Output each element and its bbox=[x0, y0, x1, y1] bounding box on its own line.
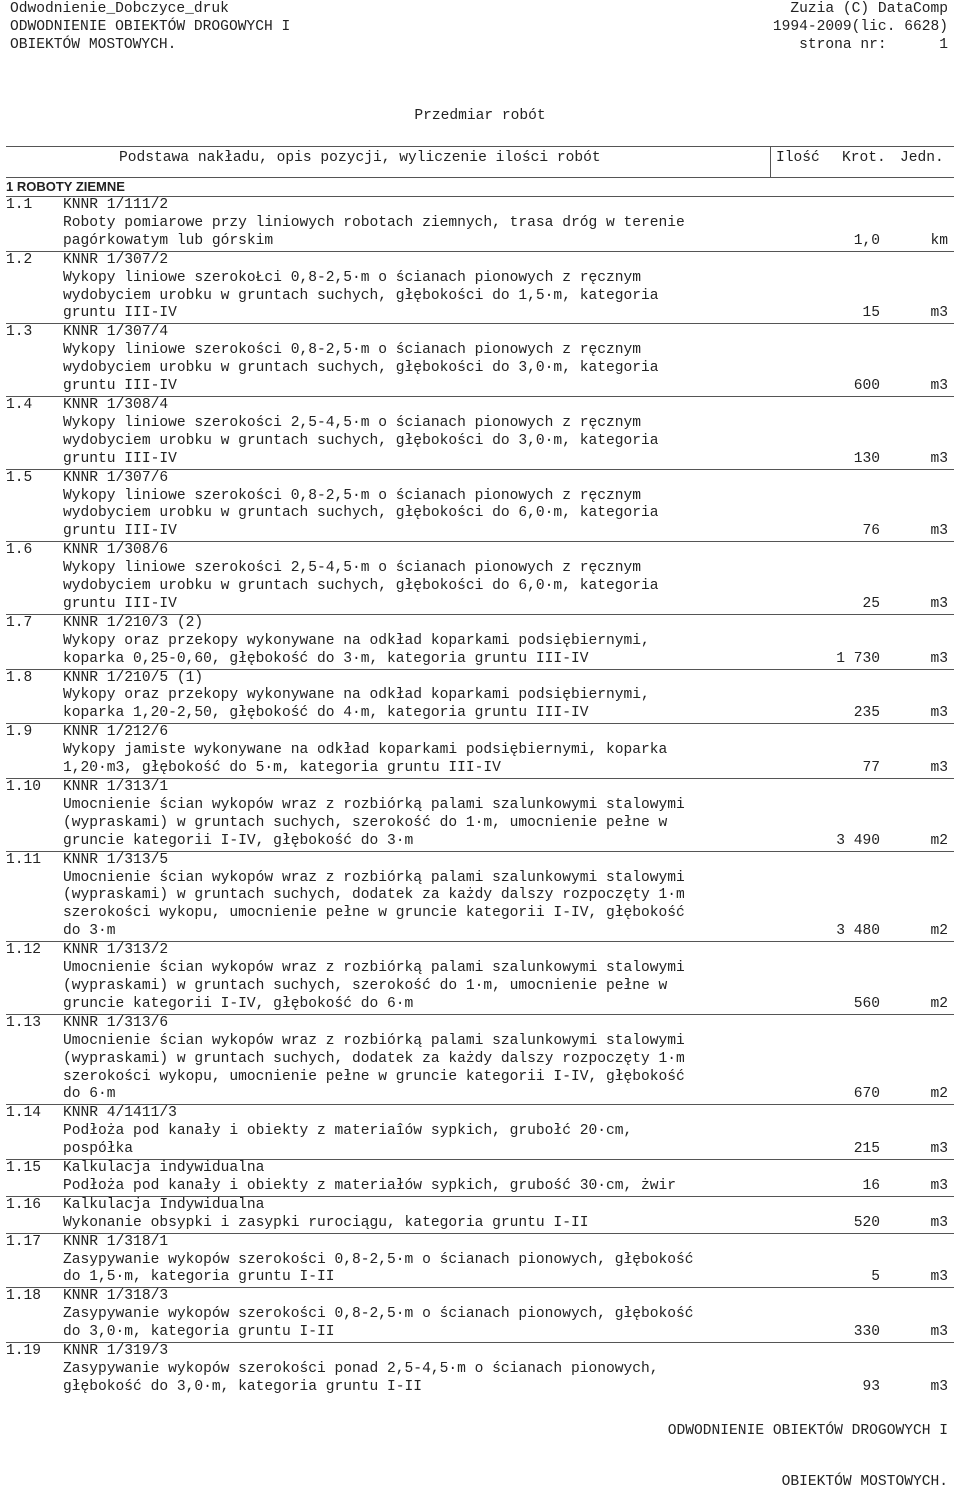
header-row-3 bbox=[10, 36, 948, 54]
item-number: 1.2 bbox=[6, 251, 33, 268]
header-row-2 bbox=[10, 18, 948, 36]
item-number: 1.17 bbox=[6, 1233, 42, 1250]
item-code: KNNR 4/1411/3 bbox=[63, 1105, 177, 1122]
item-header bbox=[6, 1288, 954, 1306]
table-row bbox=[6, 541, 954, 614]
item-header bbox=[6, 197, 954, 215]
item-last-line bbox=[6, 305, 954, 323]
col-description-header: Podstawa nakładu, opis pozycji, wyliczenie ilości robót bbox=[119, 150, 601, 166]
item-header bbox=[6, 324, 954, 342]
item-quantity: 15 bbox=[862, 305, 880, 322]
document-title: Przedmiar robót bbox=[414, 108, 546, 124]
item-description-line: Umocnienie ścian wykopów wraz z rozbiórką palami szalunkowymi stalowymi bbox=[63, 1032, 685, 1049]
col-divider bbox=[770, 147, 771, 177]
item-description-line: Wykopy liniowe szerokości 2,5-4,5·m o ścianach pionowych z ręcznym bbox=[63, 414, 642, 431]
item-number: 1.18 bbox=[6, 1288, 42, 1305]
item-last-line bbox=[6, 996, 954, 1014]
item-unit: m3 bbox=[930, 305, 948, 322]
item-code: KNNR 1/210/5 (1) bbox=[63, 669, 204, 686]
file-name: Odwodnienie_Dobczyce_druk bbox=[10, 1, 229, 17]
item-number: 1.5 bbox=[6, 469, 33, 486]
page-label: strona nr: bbox=[799, 37, 887, 53]
item-code: KNNR 1/319/3 bbox=[63, 1343, 169, 1360]
item-last-line bbox=[6, 923, 954, 941]
item-code: KNNR 1/111/2 bbox=[63, 197, 169, 213]
footer-line2: OBIEKTÓW MOSTOWYCH. bbox=[781, 1474, 948, 1490]
item-unit: m3 bbox=[930, 378, 948, 395]
item-description-line: Wykonanie obsypki i zasypki rurociągu, kategoria gruntu I-II bbox=[63, 1214, 589, 1231]
item-description-line: gruncie kategorii I-IV, głębokość do 6·m bbox=[63, 995, 414, 1012]
page-header bbox=[10, 0, 948, 54]
table-row bbox=[6, 1287, 954, 1342]
item-number: 1.10 bbox=[6, 779, 42, 795]
item-description-line: Wykopy liniowe szerokości 0,8-2,5·m o ścianach pionowych z ręcznym bbox=[63, 342, 642, 359]
item-code: KNNR 1/307/4 bbox=[63, 324, 169, 341]
item-number: 1.3 bbox=[6, 324, 33, 341]
table-row bbox=[6, 323, 954, 396]
item-number: 1.12 bbox=[6, 942, 42, 959]
item-header bbox=[6, 779, 954, 797]
item-description-line: (wypraskami) w gruntach suchych, szerokość do 1·m, umocnienie pełne w bbox=[63, 814, 668, 831]
item-quantity: 330 bbox=[853, 1324, 880, 1341]
item-code: KNNR 1/313/2 bbox=[63, 942, 169, 959]
item-code: KNNR 1/313/5 bbox=[63, 851, 169, 868]
item-description-line: pospółka bbox=[63, 1141, 134, 1158]
item-last-line bbox=[6, 596, 954, 614]
item-description-line: do 1,5·m, kategoria gruntu I-II bbox=[63, 1269, 335, 1286]
table-header bbox=[6, 147, 954, 178]
page-number: 1 bbox=[939, 37, 948, 53]
page-indicator bbox=[799, 36, 948, 54]
item-description-line: Umocnienie ścian wykopów wraz z rozbiórką palami szalunkowymi stalowymi bbox=[63, 796, 685, 813]
item-last-line bbox=[6, 651, 954, 669]
item-code: KNNR 1/212/6 bbox=[63, 724, 169, 741]
item-code: KNNR 1/313/6 bbox=[63, 1014, 169, 1031]
item-last-line bbox=[6, 378, 954, 396]
item-description-line: wydobyciem urobku w gruntach suchych, głębokości do 6,0·m, kategoria bbox=[63, 578, 659, 595]
item-last-line bbox=[6, 705, 954, 723]
item-unit: km bbox=[930, 232, 948, 249]
item-header bbox=[6, 397, 954, 415]
item-code: Kalkulacja Indywidualna bbox=[63, 1196, 265, 1213]
item-description-line: Wykopy liniowe szerokoŁci 0,8-2,5·m o ścianach pionowych z ręcznym bbox=[63, 269, 642, 286]
item-header bbox=[6, 852, 954, 870]
item-code: KNNR 1/210/3 (2) bbox=[63, 614, 204, 631]
item-description-line: gruntu III-IV bbox=[63, 305, 177, 322]
item-description-line: 1,20·m3, głębokość do 5·m, kategoria gruntu III-IV bbox=[63, 760, 501, 777]
item-description-line: Roboty pomiarowe przy liniowych robotach ziemnych, trasa dróg w terenie bbox=[63, 214, 685, 231]
item-unit: m3 bbox=[930, 760, 948, 777]
item-header bbox=[6, 252, 954, 270]
item-header bbox=[6, 670, 954, 688]
item-description-line: wydobyciem urobku w gruntach suchych, głębokości do 1,5·m, kategoria bbox=[63, 287, 659, 304]
item-quantity: 560 bbox=[853, 995, 880, 1012]
col-quantity-header: Ilość bbox=[776, 150, 820, 166]
item-unit: m3 bbox=[930, 523, 948, 540]
item-header bbox=[6, 542, 954, 560]
item-header bbox=[6, 1015, 954, 1033]
item-last-line bbox=[6, 1215, 954, 1233]
table-row bbox=[6, 723, 954, 778]
item-unit: m3 bbox=[930, 1269, 948, 1286]
item-header bbox=[6, 1160, 954, 1178]
item-code: Kalkulacja indywidualna bbox=[63, 1160, 265, 1177]
table-row bbox=[6, 1196, 954, 1233]
table-row bbox=[6, 669, 954, 724]
item-header bbox=[6, 1197, 954, 1215]
item-last-line bbox=[6, 451, 954, 469]
item-unit: m3 bbox=[930, 1214, 948, 1231]
item-number: 1.15 bbox=[6, 1160, 42, 1177]
item-last-line bbox=[6, 523, 954, 541]
item-header bbox=[6, 1343, 954, 1361]
item-description-line: koparka 0,25-0,60, głębokość do 3·m, kategoria gruntu III-IV bbox=[63, 650, 589, 667]
item-quantity: 215 bbox=[853, 1141, 880, 1158]
item-code: KNNR 1/318/1 bbox=[63, 1233, 169, 1250]
bill-of-quantities-table bbox=[6, 146, 954, 1397]
item-unit: m3 bbox=[930, 1378, 948, 1395]
item-number: 1.7 bbox=[6, 614, 33, 631]
project-title-line2: OBIEKTÓW MOSTOWYCH. bbox=[10, 37, 177, 53]
item-unit: m3 bbox=[930, 1324, 948, 1341]
item-description-line: wydobyciem urobku w gruntach suchych, głębokości do 6,0·m, kategoria bbox=[63, 505, 659, 522]
item-description-line: Wykopy liniowe szerokości 0,8-2,5·m o ścianach pionowych z ręcznym bbox=[63, 487, 642, 504]
item-last-line bbox=[6, 760, 954, 778]
item-unit: m3 bbox=[930, 650, 948, 667]
item-quantity: 16 bbox=[862, 1177, 880, 1194]
item-code: KNNR 1/308/4 bbox=[63, 396, 169, 413]
table-row bbox=[6, 778, 954, 851]
section-heading: 1 ROBOTY ZIEMNE bbox=[6, 179, 125, 194]
item-description-line: Zasypywanie wykopów szerokości 0,8-2,5·m o ścianach pionowych, głębokość bbox=[63, 1306, 694, 1323]
item-number: 1.9 bbox=[6, 724, 33, 741]
item-description-line: wydobyciem urobku w gruntach suchych, głębokości do 3,0·m, kategoria bbox=[63, 360, 659, 377]
table-row bbox=[6, 1104, 954, 1159]
item-description-line: (wypraskami) w gruntach suchych, dodatek za każdy dalszy rozpoczęty 1·m bbox=[63, 887, 685, 904]
item-description-line: szerokości wykopu, umocnienie pełne w gruncie kategorii I-IV, głębokość bbox=[63, 1068, 685, 1085]
item-description-line: pagórkowatym lub górskim bbox=[63, 232, 274, 249]
item-description-line: gruncie kategorii I-IV, głębokość do 3·m bbox=[63, 832, 414, 849]
item-description-line: (wypraskami) w gruntach suchych, dodatek za każdy dalszy rozpoczęty 1·m bbox=[63, 1050, 685, 1067]
item-description-line: Zasypywanie wykopów szerokości 0,8-2,5·m o ścianach pionowych, głębokość bbox=[63, 1251, 694, 1268]
item-unit: m3 bbox=[930, 450, 948, 467]
item-description-line: Zasypywanie wykopów szerokości ponad 2,5-4,5·m o ścianach pionowych, bbox=[63, 1361, 659, 1377]
table-row bbox=[6, 469, 954, 542]
license-info: 1994-2009(lic. 6628) bbox=[772, 19, 948, 35]
item-last-line bbox=[6, 1178, 954, 1196]
item-code: KNNR 1/307/6 bbox=[63, 469, 169, 486]
item-number: 1.1 bbox=[6, 197, 33, 213]
item-code: KNNR 1/307/2 bbox=[63, 251, 169, 268]
item-description-line: do 6·m bbox=[63, 1086, 116, 1103]
item-description-line: Wykopy oraz przekopy wykonywane na odkład koparkami podsiębiernymi, bbox=[63, 632, 650, 649]
item-number: 1.8 bbox=[6, 669, 33, 686]
item-description-line: Wykopy jamiste wykonywane na odkład koparkami podsiębiernymi, koparka bbox=[63, 742, 668, 759]
item-number: 1.19 bbox=[6, 1343, 42, 1360]
item-quantity: 77 bbox=[862, 760, 880, 777]
item-number: 1.6 bbox=[6, 542, 33, 559]
item-quantity: 93 bbox=[862, 1378, 880, 1395]
item-header bbox=[6, 615, 954, 633]
item-quantity: 520 bbox=[853, 1214, 880, 1231]
item-header bbox=[6, 724, 954, 742]
item-description-line: Podłoża pod kanały i obiekty z materiaîów sypkich, grubołć 20·cm, bbox=[63, 1123, 633, 1140]
table-row bbox=[6, 1233, 954, 1288]
table-row bbox=[6, 851, 954, 942]
item-number: 1.16 bbox=[6, 1196, 42, 1213]
col-unit-header: Jedn. bbox=[900, 150, 944, 166]
item-code: KNNR 1/318/3 bbox=[63, 1288, 169, 1305]
item-last-line bbox=[6, 233, 954, 251]
item-code: KNNR 1/313/1 bbox=[63, 779, 169, 795]
item-description-line: do 3·m bbox=[63, 923, 116, 940]
item-number: 1.13 bbox=[6, 1014, 42, 1031]
item-unit: m2 bbox=[930, 1086, 948, 1103]
table-row bbox=[6, 614, 954, 669]
item-description-line: Wykopy liniowe szerokości 2,5-4,5·m o ścianach pionowych z ręcznym bbox=[63, 560, 642, 577]
item-description-line: Wykopy oraz przekopy wykonywane na odkład koparkami podsiębiernymi, bbox=[63, 687, 650, 704]
item-description-line: (wypraskami) w gruntach suchych, szerokość do 1·m, umocnienie pełne w bbox=[63, 977, 668, 994]
item-unit: m3 bbox=[930, 1141, 948, 1158]
table-row bbox=[6, 251, 954, 324]
item-last-line bbox=[6, 1086, 954, 1104]
item-quantity: 3 480 bbox=[836, 923, 880, 940]
item-description-line: szerokości wykopu, umocnienie pełne w gruncie kategorii I-IV, głębokość bbox=[63, 905, 685, 922]
item-header bbox=[6, 942, 954, 960]
item-unit: m2 bbox=[930, 995, 948, 1012]
project-title-line1: ODWODNIENIE OBIEKTÓW DROGOWYCH I bbox=[10, 19, 291, 35]
item-header bbox=[6, 1105, 954, 1123]
item-unit: m2 bbox=[930, 923, 948, 940]
item-last-line bbox=[6, 833, 954, 851]
item-description-line: do 3,0·m, kategoria gruntu I-II bbox=[63, 1324, 335, 1341]
item-quantity: 1,0 bbox=[853, 232, 880, 249]
item-description-line: Umocnienie ścian wykopów wraz z rozbiórką palami szalunkowymi stalowymi bbox=[63, 960, 685, 977]
item-quantity: 3 490 bbox=[836, 832, 880, 849]
table-row bbox=[6, 941, 954, 1014]
item-header bbox=[6, 1234, 954, 1252]
item-quantity: 1 730 bbox=[836, 650, 880, 667]
footer-line1: ODWODNIENIE OBIEKTÓW DROGOWYCH I bbox=[667, 1423, 948, 1439]
software-name: Zuzia (C) DataComp bbox=[790, 1, 948, 17]
item-description-line: gruntu III-IV bbox=[63, 595, 177, 612]
item-description-line: Umocnienie ścian wykopów wraz z rozbiórką palami szalunkowymi stalowymi bbox=[63, 869, 685, 886]
item-unit: m3 bbox=[930, 705, 948, 722]
item-code: KNNR 1/308/6 bbox=[63, 542, 169, 559]
table-row bbox=[6, 396, 954, 469]
item-quantity: 25 bbox=[862, 595, 880, 612]
table-row bbox=[6, 1014, 954, 1105]
item-description-line: gruntu III-IV bbox=[63, 450, 177, 467]
item-quantity: 76 bbox=[862, 523, 880, 540]
item-quantity: 235 bbox=[853, 705, 880, 722]
table-row bbox=[6, 1159, 954, 1196]
item-last-line bbox=[6, 1324, 954, 1342]
page-footer bbox=[668, 1389, 948, 1508]
item-unit: m3 bbox=[930, 595, 948, 612]
item-description-line: gruntu III-IV bbox=[63, 378, 177, 395]
item-quantity: 600 bbox=[853, 378, 880, 395]
item-description-line: Podłoża pod kanały i obiekty z materiałów sypkich, grubość 30·cm, żwir bbox=[63, 1177, 677, 1194]
items-list bbox=[6, 196, 954, 1397]
item-number: 1.14 bbox=[6, 1105, 42, 1122]
item-quantity: 5 bbox=[871, 1269, 880, 1286]
header-row-1 bbox=[10, 0, 948, 18]
item-description-line: głębokość do 3,0·m, kategoria gruntu I-II bbox=[63, 1378, 423, 1395]
item-last-line bbox=[6, 1269, 954, 1287]
item-description-line: gruntu III-IV bbox=[63, 523, 177, 540]
item-description-line: koparka 1,20-2,50, głębokość do 4·m, kategoria gruntu III-IV bbox=[63, 705, 589, 722]
item-quantity: 670 bbox=[853, 1086, 880, 1103]
item-unit: m2 bbox=[930, 832, 948, 849]
table-row bbox=[6, 196, 954, 251]
item-number: 1.11 bbox=[6, 851, 42, 868]
item-description-line: wydobyciem urobku w gruntach suchych, głębokości do 3,0·m, kategoria bbox=[63, 432, 659, 449]
item-last-line bbox=[6, 1141, 954, 1159]
item-header bbox=[6, 470, 954, 488]
item-quantity: 130 bbox=[853, 450, 880, 467]
item-number: 1.4 bbox=[6, 396, 33, 413]
item-unit: m3 bbox=[930, 1177, 948, 1194]
col-krot-header: Krot. bbox=[842, 150, 886, 166]
